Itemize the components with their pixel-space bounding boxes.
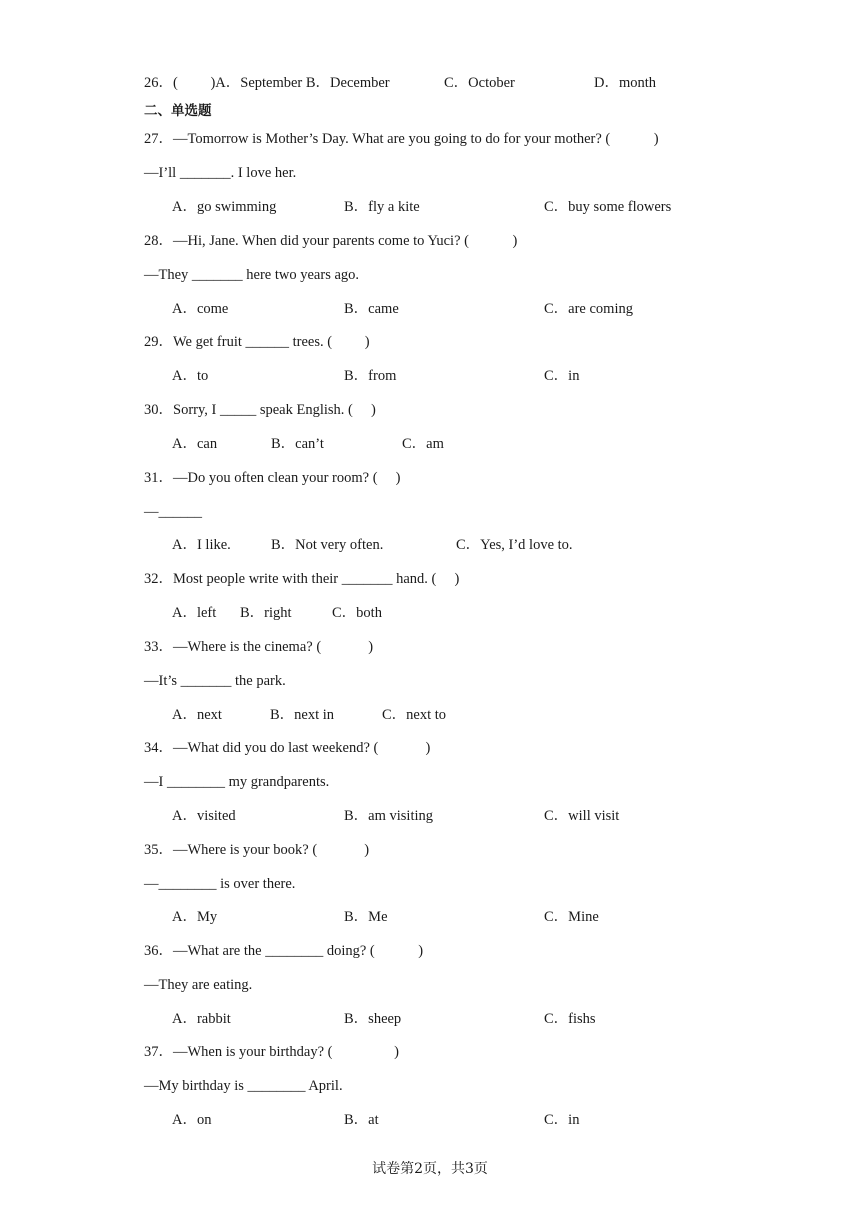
question-37-option-c: C．in — [544, 1112, 580, 1128]
question-35-stem: 35．—Where is your book? ( ) — [144, 842, 370, 858]
question-27-option-c: C．buy some flowers — [544, 199, 672, 215]
question-29-option-c: C．in — [544, 368, 580, 384]
question-26-stem: 26．( )A．September B．December — [144, 75, 390, 91]
question-37-option-b: B．at — [344, 1112, 379, 1128]
question-28-prompt: —They _______ here two years ago. — [144, 267, 360, 283]
question-36-option-b: B．sheep — [344, 1011, 402, 1027]
question-31-option-a: A．I like. — [172, 537, 231, 553]
question-28-option-a: A．come — [172, 301, 229, 317]
question-30-option-b: B．can’t — [271, 436, 324, 452]
question-34-option-b: B．am visiting — [344, 808, 434, 824]
page-footer: 试卷第2页，共3页 — [372, 1161, 488, 1177]
question-30-option-c: C．am — [402, 436, 444, 452]
question-34-option-a: A．visited — [172, 808, 236, 824]
question-32-stem: 32．Most people write with their _______ hand. ( ) — [144, 571, 460, 587]
question-35-option-c: C．Mine — [544, 909, 599, 925]
question-35-option-a: A．My — [172, 909, 218, 925]
question-28-stem: 28．—Hi, Jane. When did your parents come to Yuci? ( ) — [144, 233, 518, 249]
question-31-option-b: B．Not very often. — [271, 537, 384, 553]
question-33-stem: 33．—Where is the cinema? ( ) — [144, 639, 374, 655]
question-33-option-c: C．next to — [382, 707, 447, 723]
question-32-option-c: C．both — [332, 605, 382, 621]
question-31-option-c: C．Yes, I’d love to. — [456, 537, 573, 553]
question-36-prompt: —They are eating. — [144, 977, 253, 993]
question-34-stem: 34．—What did you do last weekend? ( ) — [144, 740, 431, 756]
question-37-option-a: A．on — [172, 1112, 212, 1128]
question-30-option-a: A．can — [172, 436, 218, 452]
question-31-stem: 31．—Do you often clean your room? ( ) — [144, 470, 401, 486]
question-34-prompt: —I ________ my grandparents. — [144, 774, 330, 790]
question-27-option-a: A．go swimming — [172, 199, 277, 215]
question-37-stem: 37．—When is your birthday? ( ) — [144, 1044, 399, 1060]
question-26-option-d: D．month — [594, 75, 657, 91]
question-29-option-a: A．to — [172, 368, 209, 384]
question-28-option-b: B．came — [344, 301, 399, 317]
question-31-prompt: —______ — [144, 504, 202, 520]
question-29-stem: 29．We get fruit ______ trees. ( ) — [144, 334, 370, 350]
question-27-prompt: —I’ll _______. I love her. — [144, 165, 297, 181]
question-33-option-b: B．next in — [270, 707, 335, 723]
question-35-prompt: —________ is over there. — [144, 876, 296, 892]
question-28-option-c: C．are coming — [544, 301, 633, 317]
question-37-prompt: —My birthday is ________ April. — [144, 1078, 343, 1094]
question-27-option-b: B．fly a kite — [344, 199, 420, 215]
section-title: 二、单选题 — [144, 103, 212, 119]
question-30-stem: 30．Sorry, I _____ speak English. ( ) — [144, 402, 376, 418]
question-33-prompt: —It’s _______ the park. — [144, 673, 286, 689]
question-27-stem: 27．—Tomorrow is Mother’s Day. What are you going to do for your mother? ( ) — [144, 131, 659, 147]
question-32-option-a: A．left — [172, 605, 217, 621]
question-26-option-c: C．October — [444, 75, 515, 91]
question-36-stem: 36．—What are the ________ doing? ( ) — [144, 943, 424, 959]
question-34-option-c: C．will visit — [544, 808, 620, 824]
question-36-option-a: A．rabbit — [172, 1011, 231, 1027]
question-36-option-c: C．fishs — [544, 1011, 596, 1027]
question-33-option-a: A．next — [172, 707, 222, 723]
question-29-option-b: B．from — [344, 368, 397, 384]
question-35-option-b: B．Me — [344, 909, 388, 925]
question-32-option-b: B．right — [240, 605, 292, 621]
